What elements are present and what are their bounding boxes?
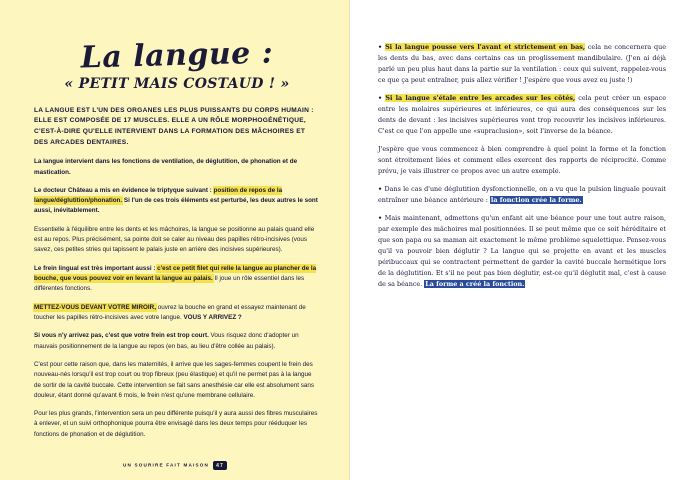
paragraph-4-lead: Le frein lingual est très important aussi : (34, 264, 158, 272)
intro-paragraph: LA LANGUE EST L'UN DES ORGANES LES PLUS PUISSANTS DU CORPS HUMAIN : ELLE EST COMPOSÉE DE 17 MUSCLES. ELLE A UN RÔLE MORPHOGÉNÉTIQUE, C'EST-À-DIRE QU'ELLE INTERVIENT DANS LA FORMATION DES MÂCHOIRES ET DES ARCADES DENTAIRES. (34, 106, 314, 146)
paragraph-5-heading: METTEZ-VOUS DEVANT VOTRE MIROIR, (34, 303, 156, 311)
paragraph-6-text: Si vous n'y arrivez pas, c'est que votre frein est trop court. (34, 332, 209, 340)
right-paragraph-1 (378, 42, 666, 86)
page-subtitle: « PETIT MAIS COSTAUD ! » (64, 75, 290, 92)
paragraph-3 (34, 225, 320, 256)
right-paragraph-1-highlight: Si la langue pousse vers l'avant et strictement en bas, (385, 43, 586, 51)
paragraph-7-text: C'est pour cette raison que, dans les maternités, il arrive que les sages-femmes coupent le frein des nouveau-nés lorsqu'il est trop court ou trop fibreux (peu élastique) et qu'il ne permet pas à la langue de sortir de la cavité buccale. Cette intervention se fait sans anesthésie car elle est absolument sans douleur, étant donné qu'avant 6 mois, le frein n'est qu'une membrane cellulaire. (34, 360, 315, 399)
right-page (350, 0, 700, 480)
right-paragraph-3 (378, 144, 666, 177)
right-paragraph-4-highlight: la fonction crée la forme. (490, 196, 582, 205)
paragraph-1-text: La langue intervient dans les fonctions de ventilation, de déglutition, de phonation et de mastication. (34, 158, 298, 176)
right-paragraph-2-text: cela peut créer un espace entre les molaires supérieures et inférieures, ce qui aura des conséquences sur les dents de devant : les incisives supérieures vont trop recouvrir les incisives inférieures. C'est ce que l'on appelle une «supraclusion», soit l'inverse de la béance. (378, 94, 667, 136)
page-footer (0, 461, 350, 470)
paragraph-8-text: Pour les plus grands, l'intervention sera un peu différente puisqu'il y aura aussi des fibres musculaires à enlever, et un suivi orthophonique pourra être envisagé dans les deux temps pour rééduquer les fonctions de phonation et de déglutition. (34, 410, 318, 438)
page-number: 47 (213, 461, 227, 470)
paragraph-5 (34, 303, 320, 324)
paragraph-2 (34, 186, 320, 217)
right-paragraph-5-highlight: La forme a créé la fonction. (425, 280, 525, 289)
footer-title: UN SOURIRE FAIT MAISON (122, 462, 210, 468)
paragraph-2-lead: Le docteur Château a mis en évidence le triptyque suivant : (34, 186, 212, 194)
paragraph-8 (34, 409, 320, 440)
right-paragraph-2 (378, 93, 666, 137)
paragraph-5-text: ouvrez la bouche en grand et essayez maintenant de toucher les papilles rétro-incisives avec votre langue. (34, 303, 306, 321)
paragraph-4-highlight: c'est ce petit filet qui relie la langue au plancher de la bouche, que vous pouvez voir en levant la langue au palais. (34, 264, 317, 282)
paragraph-5-question: VOUS Y ARRIVEZ ? (183, 313, 242, 321)
right-paragraph-3-text: J'espère que vous commencez à bien comprendre à quel point la forme et la fonction sont étroitement liées et comment elles exercent des rapports de réciprocité. Comme prévu, je vais illustrer ce propos avec un autre exemple. (378, 145, 666, 176)
right-paragraph-4 (378, 184, 666, 206)
right-paragraph-1-text: cela ne concernera que les dents du bas, avec dans certains cas un proglissement mandibulaire. (J'en ai déjà parlé un peu plus haut dans la partie sur la ventilation : ceux qui suivent, rappelez-vous ce que ça peut entraîner, puis allez vérifier ! J'espère que vous avez eu juste !) (378, 43, 666, 85)
paragraph-3-text: Essentielle à l'équilibre entre les dents et les mâchoires, la langue se positionne au palais quand elle est au repos. Plus précisément, sa pointe doit se caler au niveau des papilles rétro-incisives (vous savez, ces petites stries qui tapissent le palais juste en arrière des incisives supérieures). (34, 225, 315, 254)
right-paragraph-2-bullet: • (378, 94, 386, 103)
right-paragraph-4-bullet: • (378, 185, 385, 194)
paragraph-6-tail: Vous risquez donc d'adopter un mauvais positionnement de la langue au repos (en bas, au lieu d'être collée au palais). (34, 332, 299, 350)
right-paragraph-5-text: Mais maintenant, admettons qu'un enfant ait une béance pour une tout autre raison, par exemple des mâchoires mal positionnées. Il se peut même que ce soit héréditaire et que son papa ou sa maman ait exactement le même problème squelettique. Pensez-vous qu'il va pouvoir bien déglutir ? La langue qui se projette en avant et les muscles péribuccaux qui se contractent permettent de garder la cavité buccale hermétique lors de la déglutition. Et s'il ne peut pas bien déglutir, est-ce qu'il déglutit mal, c'est à cause de sa béance. (378, 214, 667, 289)
paragraph-4 (34, 264, 320, 295)
right-paragraph-4-text: Dans le cas d'une déglutition dysfonctionnelle, on a vu que la pulsion linguale pouvait entraîner une béance antérieure : (378, 185, 666, 205)
right-paragraph-5 (378, 213, 666, 290)
right-paragraph-2-highlight: Si la langue s'étale entre les arcades sur les côtés, (385, 94, 576, 103)
page-title: La langue : (80, 35, 274, 76)
paragraph-4-tail: Il joue un rôle essentiel dans les différentes fonctions. (34, 275, 305, 293)
paragraph-2-tail: Si l'un de ces trois éléments est perturbé, les deux autres le sont aussi, inévitablement. (34, 197, 318, 215)
paragraph-1 (34, 157, 320, 178)
right-paragraph-5-bullet: • (378, 214, 385, 223)
paragraph-2-highlight: position de repos de la langue/déglutition/phonation. (34, 186, 283, 205)
paragraph-6 (34, 331, 320, 352)
paragraph-7 (34, 360, 320, 401)
title-block (34, 35, 320, 92)
right-paragraph-1-bullet: • (378, 43, 386, 51)
